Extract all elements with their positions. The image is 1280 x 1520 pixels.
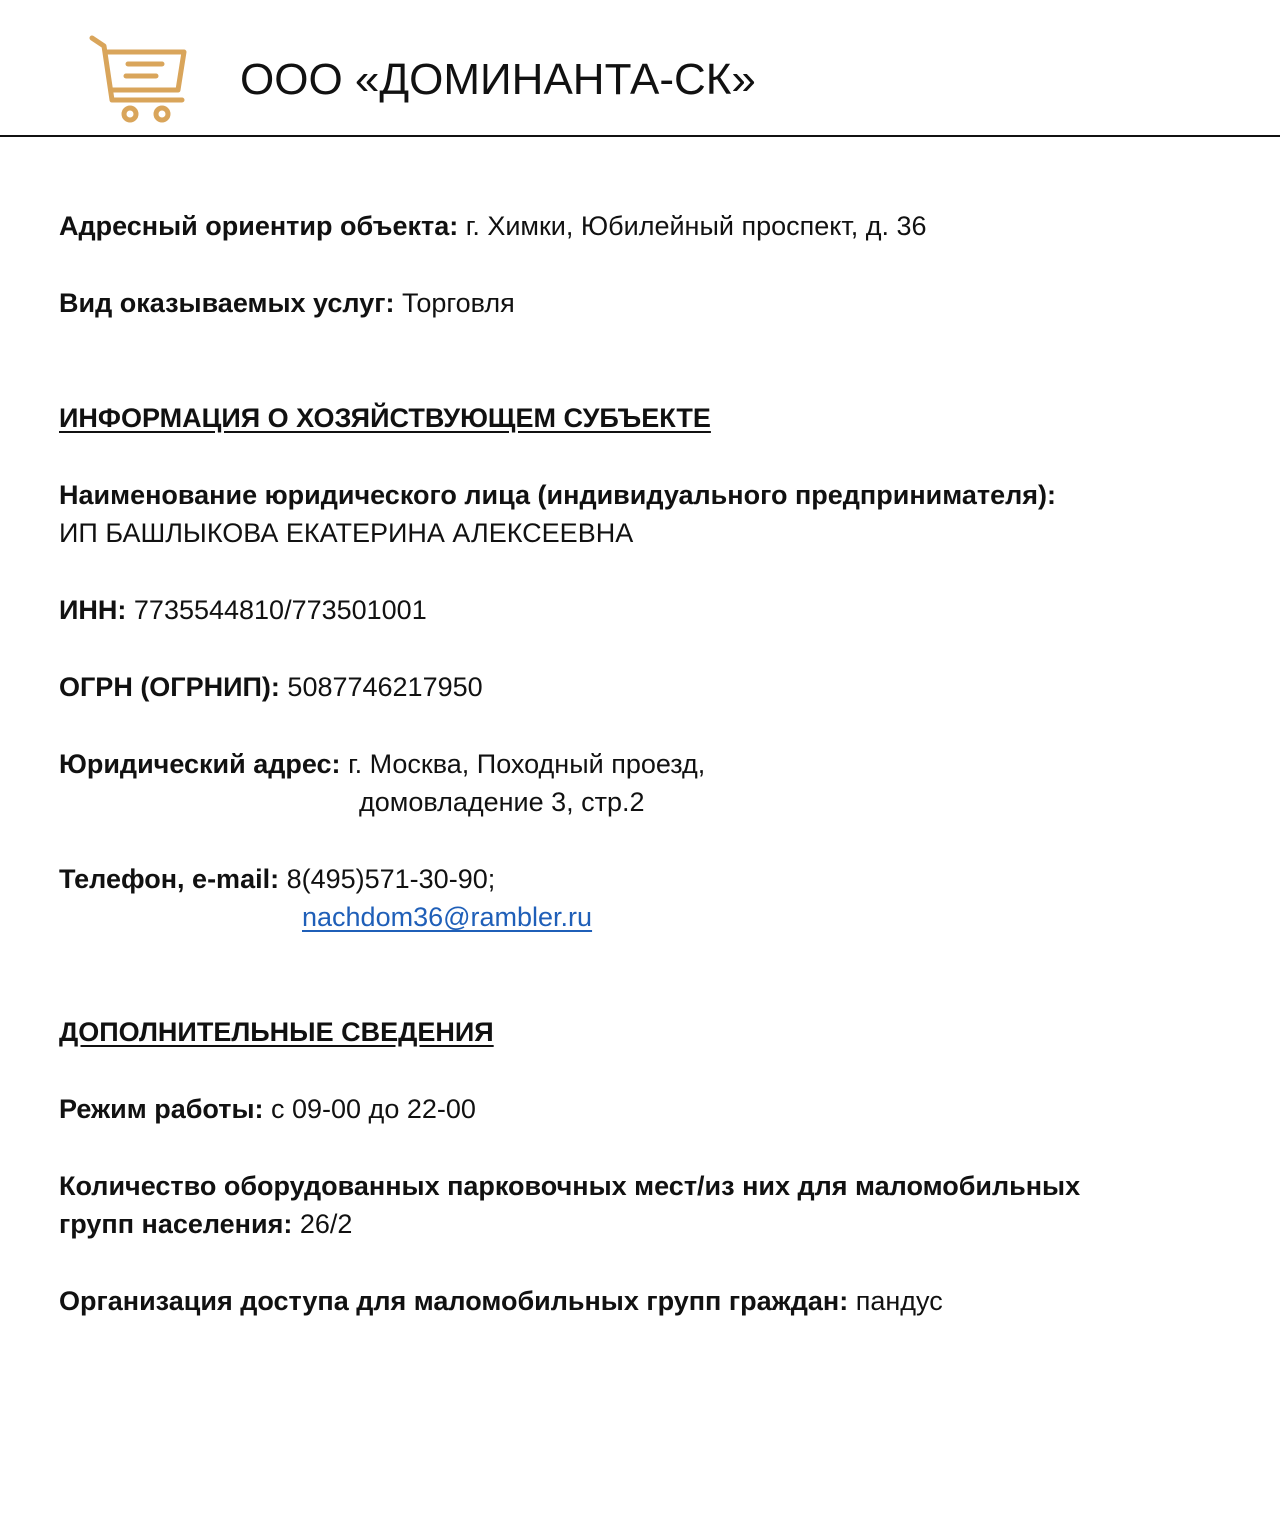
shopping-cart-icon <box>86 30 190 126</box>
entity-name-label: Наименование юридического лица (индивидуального предпринимателя): <box>59 480 1056 510</box>
inn-label: ИНН: <box>59 595 127 625</box>
access-value: пандус <box>848 1286 943 1316</box>
contacts-row <box>59 861 495 898</box>
entity-name-value: ИП БАШЛЫКОВА ЕКАТЕРИНА АЛЕКСЕЕВНА <box>59 518 634 548</box>
phone-value: 8(495)571-30-90; <box>279 864 496 894</box>
access-row <box>59 1283 943 1320</box>
company-name: ООО «ДОМИНАНТА-СК» <box>240 55 756 104</box>
additional-section-heading: ДОПОЛНИТЕЛЬНЫЕ СВЕДЕНИЯ <box>59 1017 494 1047</box>
page-header <box>0 0 1280 137</box>
ogrn-value: 5087746217950 <box>279 672 483 702</box>
access-label: Организация доступа для маломобильных групп граждан: <box>59 1286 849 1316</box>
contacts-label: Телефон, e-mail: <box>59 864 280 894</box>
services-row <box>59 285 515 322</box>
object-address-label: Адресный ориентир объекта: <box>59 211 459 241</box>
parking-row <box>59 1206 352 1243</box>
parking-label-line2: групп населения: <box>59 1209 293 1239</box>
legal-address-line1: г. Москва, Походный проезд, <box>340 749 706 779</box>
entity-section-heading: ИНФОРМАЦИЯ О ХОЗЯЙСТВУЮЩЕМ СУБЪЕКТЕ <box>59 403 711 433</box>
object-address-value: г. Химки, Юбилейный проспект, д. 36 <box>458 211 927 241</box>
ogrn-row <box>59 669 483 706</box>
services-value: Торговля <box>394 288 515 318</box>
inn-value: 7735544810/773501001 <box>126 595 427 625</box>
parking-label-line1: Количество оборудованных парковочных мест/из них для маломобильных <box>59 1171 1081 1201</box>
legal-address-row <box>59 746 705 783</box>
legal-address-label: Юридический адрес: <box>59 749 341 779</box>
legal-address-line2: домовладение 3, стр.2 <box>359 787 645 817</box>
email-link[interactable]: nachdom36@rambler.ru <box>302 902 593 932</box>
object-address-row <box>59 208 927 245</box>
email-row <box>302 899 592 936</box>
hours-value: с 09-00 до 22-00 <box>263 1094 476 1124</box>
services-label: Вид оказываемых услуг: <box>59 288 395 318</box>
parking-value: 26/2 <box>292 1209 353 1239</box>
inn-row <box>59 592 427 629</box>
hours-label: Режим работы: <box>59 1094 264 1124</box>
ogrn-label: ОГРН (ОГРНИП): <box>59 672 280 702</box>
hours-row <box>59 1091 476 1128</box>
